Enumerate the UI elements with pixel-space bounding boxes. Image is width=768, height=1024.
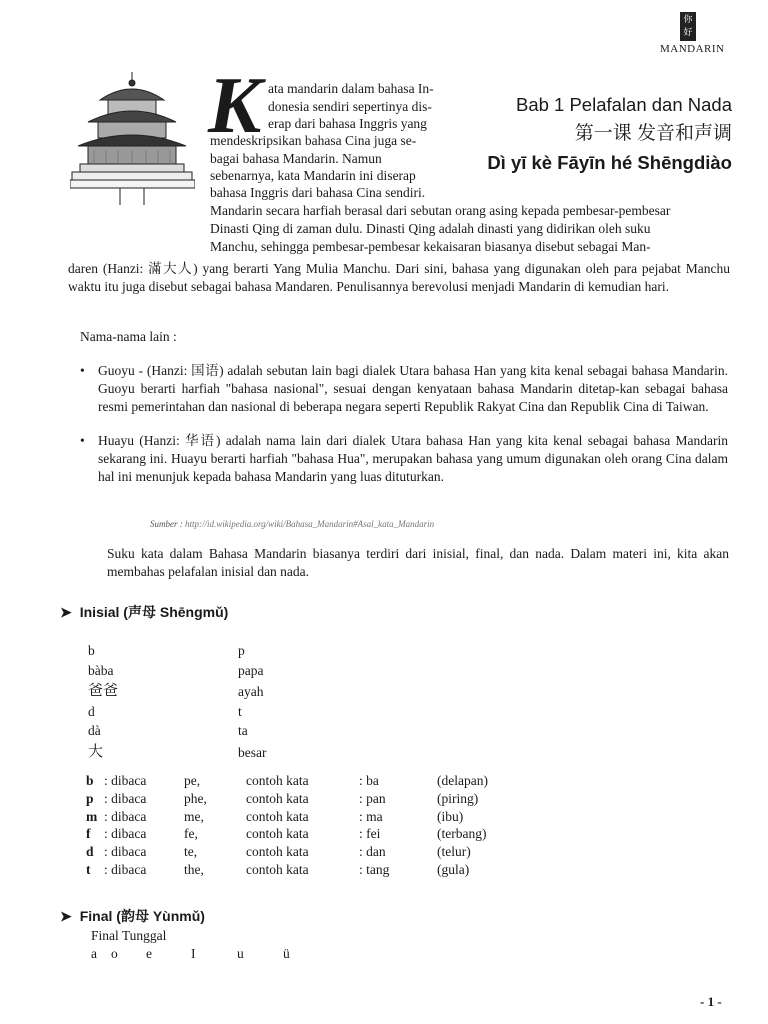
bullet-dot: • (80, 363, 85, 378)
intro-line-1: ata mandarin dalam bahasa In- (268, 81, 434, 96)
bullet-text: Huayu (Hanzi: 华语) adalah nama lain dari dialek Utara bahasa Han yang kita kenal sebagai bahasa Mandarin sekarang ini. Huayu berarti harfiah "bahasa Hua", merupakan bahasa yang umum digunakan oleh orang Cina dalam hal ini menunjuk kepada bahasa Mandarin yang luas dituturkan. (98, 433, 728, 484)
vowel: I (191, 946, 196, 961)
cell-sound: pe, (184, 773, 201, 788)
logo-text: MANDARIN (660, 43, 725, 55)
intro-cont-line-3: Manchu, sehingga pembesar-pembesar kekaisaran biasanya disebut sebagai Man- (210, 239, 651, 254)
other-names-list (80, 362, 728, 500)
cell-example-label: contoh kata (246, 826, 309, 842)
cell-dibaca: : dibaca (104, 808, 147, 824)
vowel: u (237, 946, 244, 961)
cell-dibaca: : dibaca (104, 826, 147, 842)
cell-meaning: (ibu) (437, 808, 464, 824)
pair-left: dà (88, 723, 101, 738)
arrow-bullet-icon: ➤ (60, 908, 72, 924)
cell-sound: fe, (184, 826, 198, 842)
cell-dibaca: : dibaca (104, 844, 147, 860)
cell-dibaca: : dibaca (104, 861, 147, 877)
cell-initial: p (86, 790, 94, 806)
cell-example-label: contoh kata (246, 808, 309, 824)
logo-glyph-box (680, 12, 696, 41)
pair-row (88, 721, 388, 741)
pair-right: t (238, 703, 242, 719)
cell-dibaca: : dibaca (104, 773, 147, 788)
logo-glyph-top: 你 (683, 14, 693, 24)
pair-left: d (88, 703, 95, 719)
table-row (86, 772, 517, 790)
cell-initial: t (86, 861, 91, 877)
final-heading (60, 906, 205, 926)
cell-example: : dan (359, 844, 386, 860)
cell-sound: phe, (184, 790, 207, 806)
cell-example-label: contoh kata (246, 790, 309, 806)
pair-left: 爸爸 (88, 683, 119, 699)
cell-example-label: contoh kata (246, 844, 309, 860)
cell-meaning: (piring) (437, 790, 479, 806)
table-row (86, 825, 517, 843)
cell-dibaca: : dibaca (104, 790, 147, 806)
pair-row (88, 702, 388, 722)
cell-example-label: contoh kata (246, 773, 309, 788)
title-line-2: 第一课 发音和声调 (574, 123, 732, 144)
pair-left: b (88, 643, 95, 658)
cell-initial: d (86, 844, 94, 860)
cell-initial: m (86, 808, 98, 824)
source-citation (150, 519, 434, 529)
cell-example: : tang (359, 861, 390, 877)
inisial-heading-text: Inisial (声母 Shēngmǔ) (79, 604, 229, 620)
intro-line-7: bahasa Inggris dari bahasa Cina sendiri. (210, 185, 426, 200)
page-number: - 1 - (700, 994, 722, 1009)
vowel: e (146, 946, 152, 961)
vowel: o (111, 946, 118, 961)
drop-cap: K (208, 62, 262, 150)
cell-example-label: contoh kata (246, 861, 309, 877)
title-line-3: Dì yī kè Fāyīn hé Shēngdiào (487, 152, 732, 173)
cell-meaning: (terbang) (437, 826, 487, 842)
table-row (86, 861, 517, 879)
bullet-text: Guoyu - (Hanzi: 国语) adalah sebutan lain bagi dialek Utara bahasa Han yang kita kenal sebagai bahasa Mandarin. Guoyu berarti harfiah "bahasa nasional", sesuai dengan kenyataan bahasa Mandarin ditetap-kan sebagai bahasa resmi pemerintahan dan nasional di beberapa negara seperti Republik Rakyat Cina dan Republik Cina di Taiwan. (98, 363, 728, 414)
cell-meaning: (gula) (437, 861, 470, 877)
intro-line-2: donesia sendiri sepertinya dis- (268, 99, 432, 114)
cell-meaning: (telur) (437, 844, 471, 860)
cell-example: : ma (359, 808, 383, 824)
intro-line-6: sebenarnya, kata Mandarin ini diserap (210, 168, 416, 183)
title-line-1: Bab 1 Pelafalan dan Nada (515, 94, 732, 115)
table-row (86, 808, 517, 826)
pair-right: papa (238, 662, 264, 678)
pair-left: 大 (88, 743, 104, 760)
inisial-heading (60, 602, 228, 622)
cell-example: : pan (359, 790, 386, 806)
table-row (86, 843, 517, 861)
intro-paragraph: daren (Hanzi: 滿大人) yang berarti Yang Mulia Manchu. Dari sini, bahasa yang digunakan oleh para pejabat Manchu waktu itu juga disebut sebagai bahasa Mandaren. Penulisannya berevolusi menjadi Mandarin di kemudian hari. (68, 261, 730, 294)
pair-row (88, 682, 388, 702)
other-names-label: Nama-nama lain : (80, 329, 177, 344)
pronunciation-table (86, 772, 517, 879)
vowel: a (91, 946, 97, 961)
logo-glyph-bottom: 好 (683, 27, 693, 37)
cell-sound: me, (184, 808, 204, 824)
bullet-dot: • (80, 433, 85, 448)
pair-left: bàba (88, 662, 114, 678)
pair-right: ta (238, 723, 248, 738)
mandarin-logo (660, 12, 725, 62)
cell-initial: f (86, 826, 91, 842)
pair-row (88, 661, 388, 681)
intro-line-4: mendeskripsikan bahasa Cina juga se- (210, 133, 417, 148)
intro-line-5: bagai bahasa Mandarin. Namun (210, 151, 382, 166)
final-subheading: Final Tunggal (91, 928, 167, 943)
vowel: ü (283, 946, 290, 961)
cell-sound: te, (184, 844, 198, 860)
pair-right: p (238, 643, 245, 658)
source-link[interactable]: http://id.wikipedia.org/wiki/Bahasa_Mandarin#Asal_kata_Mandarin (185, 519, 435, 529)
pair-right: besar (238, 744, 267, 760)
intro-line-3: erap dari bahasa Inggris yang (268, 116, 427, 131)
pair-row (88, 641, 388, 661)
pair-right: ayah (238, 684, 264, 699)
cell-initial: b (86, 773, 94, 788)
chapter-title (470, 90, 732, 177)
intro-cont-line-2: Dinasti Qing di zaman dulu. Dinasti Qing adalah dinasti yang didirikan oleh suku (210, 221, 651, 236)
source-label: Sumber : (150, 519, 183, 529)
table-row (86, 790, 517, 808)
cell-sound: the, (184, 861, 204, 877)
cell-example: : fei (359, 826, 381, 842)
bullet-guoyu (80, 362, 728, 416)
pair-row (88, 743, 388, 763)
intro-cont-line-1: Mandarin secara harfiah berasal dari sebutan orang asing kepada pembesar-pembesar (210, 203, 671, 218)
cell-example: : ba (359, 773, 379, 788)
cell-meaning: (delapan) (437, 773, 488, 788)
bullet-huayu (80, 432, 728, 486)
final-vowels (91, 945, 290, 963)
final-heading-text: Final (韵母 Yùnmǔ) (79, 908, 205, 924)
initial-pairs (88, 641, 388, 762)
summary-paragraph: Suku kata dalam Bahasa Mandarin biasanya terdiri dari inisial, final, dan nada. Dalam materi ini, kita akan membahas pelafalan inisial dan nada. (107, 546, 729, 579)
temple-of-heaven-illustration (70, 70, 195, 205)
arrow-bullet-icon: ➤ (60, 604, 72, 620)
